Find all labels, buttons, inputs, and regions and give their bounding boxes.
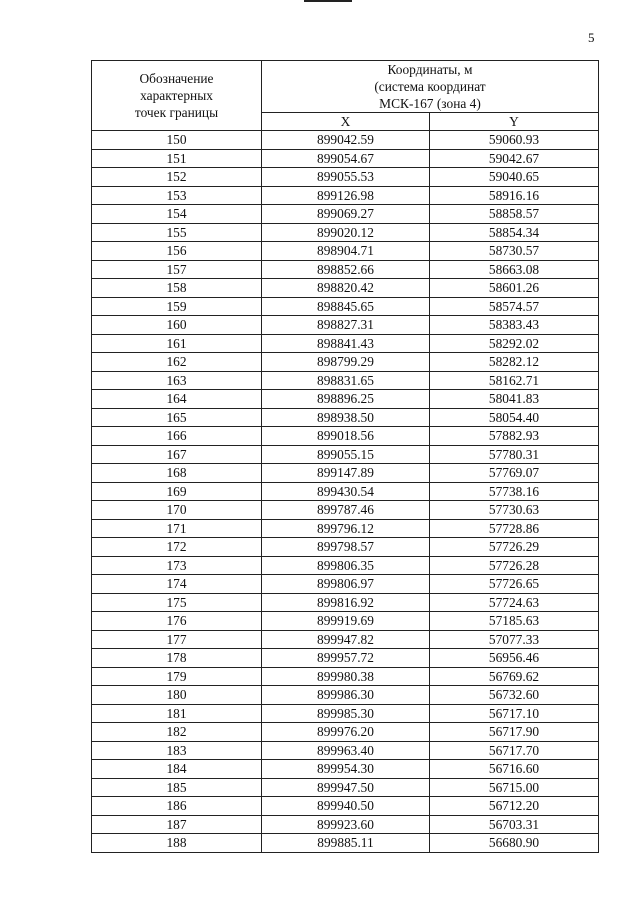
- point-id-cell: 157: [92, 260, 262, 279]
- point-id-cell: 159: [92, 297, 262, 316]
- y-coordinate-cell: 56732.60: [430, 686, 599, 705]
- x-coordinate-cell: 899919.69: [262, 612, 430, 631]
- table-row: [92, 667, 599, 686]
- table-row: [92, 686, 599, 705]
- point-id-cell: 182: [92, 723, 262, 742]
- table-row: [92, 575, 599, 594]
- x-coordinate-cell: 899796.12: [262, 519, 430, 538]
- point-label-line: характерных: [140, 88, 213, 103]
- x-coordinate-cell: 899055.15: [262, 445, 430, 464]
- top-edge-mark: [304, 0, 352, 2]
- y-coordinate-cell: 58041.83: [430, 390, 599, 409]
- point-id-cell: 187: [92, 815, 262, 834]
- table-row: [92, 390, 599, 409]
- x-coordinate-cell: 898799.29: [262, 353, 430, 372]
- point-id-cell: 160: [92, 316, 262, 335]
- y-coordinate-cell: 57882.93: [430, 427, 599, 446]
- point-id-cell: 175: [92, 593, 262, 612]
- y-coordinate-cell: 57077.33: [430, 630, 599, 649]
- x-coordinate-cell: 899054.67: [262, 149, 430, 168]
- point-id-cell: 158: [92, 279, 262, 298]
- point-id-cell: 173: [92, 556, 262, 575]
- x-coordinate-cell: 899069.27: [262, 205, 430, 224]
- x-coordinate-cell: 898904.71: [262, 242, 430, 261]
- table-row: [92, 630, 599, 649]
- table-row: [92, 242, 599, 261]
- point-id-cell: 167: [92, 445, 262, 464]
- x-coordinate-cell: 899787.46: [262, 501, 430, 520]
- y-coordinate-cell: 58574.57: [430, 297, 599, 316]
- table-row: [92, 723, 599, 742]
- point-id-cell: 169: [92, 482, 262, 501]
- table-row: [92, 353, 599, 372]
- y-coordinate-cell: 59060.93: [430, 131, 599, 150]
- point-id-cell: 177: [92, 630, 262, 649]
- x-coordinate-cell: 899947.50: [262, 778, 430, 797]
- y-coordinate-cell: 56680.90: [430, 834, 599, 853]
- y-coordinate-cell: 58054.40: [430, 408, 599, 427]
- y-coordinate-cell: 57185.63: [430, 612, 599, 631]
- point-id-cell: 176: [92, 612, 262, 631]
- table-row: [92, 334, 599, 353]
- point-id-cell: 186: [92, 797, 262, 816]
- table-row: [92, 223, 599, 242]
- table-row: [92, 501, 599, 520]
- table-row: [92, 704, 599, 723]
- point-id-cell: 171: [92, 519, 262, 538]
- y-coordinate-cell: 58663.08: [430, 260, 599, 279]
- y-coordinate-cell: 57728.86: [430, 519, 599, 538]
- point-id-cell: 152: [92, 168, 262, 187]
- point-id-cell: 180: [92, 686, 262, 705]
- point-id-cell: 155: [92, 223, 262, 242]
- x-coordinate-cell: 899147.89: [262, 464, 430, 483]
- x-coordinate-cell: 899806.35: [262, 556, 430, 575]
- table-row: [92, 741, 599, 760]
- table-row: [92, 593, 599, 612]
- y-coordinate-cell: 58601.26: [430, 279, 599, 298]
- table-row: [92, 168, 599, 187]
- table-row: [92, 279, 599, 298]
- x-coordinate-cell: 899055.53: [262, 168, 430, 187]
- y-coordinate-cell: 58383.43: [430, 316, 599, 335]
- point-id-cell: 185: [92, 778, 262, 797]
- x-coordinate-cell: 898841.43: [262, 334, 430, 353]
- y-coordinate-cell: 58162.71: [430, 371, 599, 390]
- table-row: [92, 797, 599, 816]
- table-row: [92, 297, 599, 316]
- x-column-header: X: [262, 113, 430, 131]
- x-coordinate-cell: 899940.50: [262, 797, 430, 816]
- y-column-header: Y: [430, 113, 599, 131]
- x-coordinate-cell: 899126.98: [262, 186, 430, 205]
- point-id-cell: 183: [92, 741, 262, 760]
- y-coordinate-cell: 57738.16: [430, 482, 599, 501]
- table-row: [92, 760, 599, 779]
- y-coordinate-cell: 58916.16: [430, 186, 599, 205]
- y-coordinate-cell: 56717.10: [430, 704, 599, 723]
- point-id-cell: 188: [92, 834, 262, 853]
- table-row: [92, 556, 599, 575]
- table-row: [92, 445, 599, 464]
- x-coordinate-cell: 899986.30: [262, 686, 430, 705]
- table-row: [92, 260, 599, 279]
- point-id-cell: 181: [92, 704, 262, 723]
- x-coordinate-cell: 899885.11: [262, 834, 430, 853]
- y-coordinate-cell: 56712.20: [430, 797, 599, 816]
- x-coordinate-cell: 899985.30: [262, 704, 430, 723]
- point-id-cell: 178: [92, 649, 262, 668]
- x-coordinate-cell: 898896.25: [262, 390, 430, 409]
- x-coordinate-cell: 898820.42: [262, 279, 430, 298]
- x-coordinate-cell: 899020.12: [262, 223, 430, 242]
- y-coordinate-cell: 56703.31: [430, 815, 599, 834]
- table-row: [92, 316, 599, 335]
- x-coordinate-cell: 898938.50: [262, 408, 430, 427]
- point-id-cell: 179: [92, 667, 262, 686]
- point-id-cell: 153: [92, 186, 262, 205]
- coords-label-line: Координаты, м: [387, 62, 473, 77]
- y-coordinate-cell: 56717.70: [430, 741, 599, 760]
- point-id-cell: 168: [92, 464, 262, 483]
- table-row: [92, 131, 599, 150]
- y-coordinate-cell: 57730.63: [430, 501, 599, 520]
- table-row: [92, 408, 599, 427]
- x-coordinate-cell: 899976.20: [262, 723, 430, 742]
- x-coordinate-cell: 898852.66: [262, 260, 430, 279]
- y-coordinate-cell: 59042.67: [430, 149, 599, 168]
- point-id-cell: 154: [92, 205, 262, 224]
- coords-label-line: МСК-167 (зона 4): [379, 96, 481, 111]
- x-coordinate-cell: 898831.65: [262, 371, 430, 390]
- x-coordinate-cell: 899018.56: [262, 427, 430, 446]
- page-number: 5: [588, 30, 595, 45]
- x-coordinate-cell: 899963.40: [262, 741, 430, 760]
- y-coordinate-cell: 57780.31: [430, 445, 599, 464]
- y-coordinate-cell: 57726.28: [430, 556, 599, 575]
- table-row: [92, 371, 599, 390]
- table-row: [92, 205, 599, 224]
- point-label-header: [92, 61, 262, 131]
- y-coordinate-cell: 56956.46: [430, 649, 599, 668]
- point-id-cell: 151: [92, 149, 262, 168]
- x-coordinate-cell: 898845.65: [262, 297, 430, 316]
- x-coordinate-cell: 899957.72: [262, 649, 430, 668]
- table-body: [92, 131, 599, 853]
- y-coordinate-cell: 56716.60: [430, 760, 599, 779]
- x-coordinate-cell: 899430.54: [262, 482, 430, 501]
- coordinates-table: [91, 60, 599, 853]
- y-coordinate-cell: 58854.34: [430, 223, 599, 242]
- point-id-cell: 172: [92, 538, 262, 557]
- y-coordinate-cell: 58730.57: [430, 242, 599, 261]
- table-row: [92, 149, 599, 168]
- point-id-cell: 166: [92, 427, 262, 446]
- point-id-cell: 184: [92, 760, 262, 779]
- table-row: [92, 519, 599, 538]
- y-coordinate-cell: 57769.07: [430, 464, 599, 483]
- y-coordinate-cell: 58292.02: [430, 334, 599, 353]
- x-coordinate-cell: 899042.59: [262, 131, 430, 150]
- point-id-cell: 161: [92, 334, 262, 353]
- x-coordinate-cell: 899923.60: [262, 815, 430, 834]
- point-id-cell: 170: [92, 501, 262, 520]
- table-row: [92, 427, 599, 446]
- point-label-line: Обозначение: [139, 71, 214, 86]
- point-id-cell: 156: [92, 242, 262, 261]
- table-row: [92, 649, 599, 668]
- y-coordinate-cell: 59040.65: [430, 168, 599, 187]
- y-coordinate-cell: 57726.65: [430, 575, 599, 594]
- y-coordinate-cell: 58282.12: [430, 353, 599, 372]
- x-coordinate-cell: 899806.97: [262, 575, 430, 594]
- table-row: [92, 482, 599, 501]
- point-id-cell: 163: [92, 371, 262, 390]
- x-coordinate-cell: 899798.57: [262, 538, 430, 557]
- table-row: [92, 834, 599, 853]
- x-coordinate-cell: 898827.31: [262, 316, 430, 335]
- coords-label-line: (система координат: [374, 79, 486, 94]
- point-label-line: точек границы: [134, 105, 219, 120]
- point-id-cell: 174: [92, 575, 262, 594]
- y-coordinate-cell: 58858.57: [430, 205, 599, 224]
- table-row: [92, 778, 599, 797]
- table-row: [92, 612, 599, 631]
- x-coordinate-cell: 899816.92: [262, 593, 430, 612]
- x-coordinate-cell: 899980.38: [262, 667, 430, 686]
- point-id-cell: 162: [92, 353, 262, 372]
- table-row: [92, 538, 599, 557]
- y-coordinate-cell: 56717.90: [430, 723, 599, 742]
- y-coordinate-cell: 56769.62: [430, 667, 599, 686]
- y-coordinate-cell: 57726.29: [430, 538, 599, 557]
- x-coordinate-cell: 899947.82: [262, 630, 430, 649]
- y-coordinate-cell: 57724.63: [430, 593, 599, 612]
- point-id-cell: 164: [92, 390, 262, 409]
- point-id-cell: 165: [92, 408, 262, 427]
- table-row: [92, 186, 599, 205]
- x-coordinate-cell: 899954.30: [262, 760, 430, 779]
- table-row: [92, 815, 599, 834]
- y-coordinate-cell: 56715.00: [430, 778, 599, 797]
- coordinates-group-header: [262, 61, 599, 113]
- table-row: [92, 464, 599, 483]
- point-id-cell: 150: [92, 131, 262, 150]
